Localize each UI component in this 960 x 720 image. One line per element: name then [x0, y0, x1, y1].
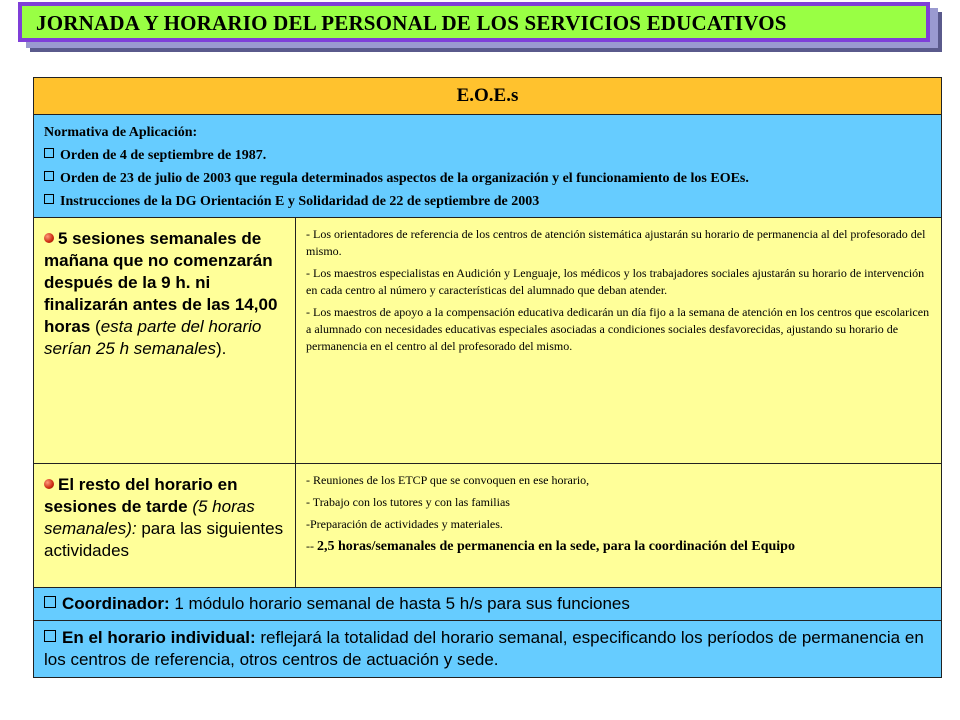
coordinador-text: 1 módulo horario semanal de hasta 5 h/s para sus funciones: [169, 594, 630, 613]
coordinador-label: Coordinador:: [62, 594, 170, 613]
morning-details-cell: [296, 218, 942, 464]
coordination-hours-text: 2,5 horas/semanales de permanencia en la sede, para la coordinación del Equipo: [317, 539, 795, 554]
afternoon-detail: - Reuniones de los ETCP que se convoquen en ese horario,: [306, 473, 590, 487]
normativa-item: Orden de 23 de julio de 2003 que regula determinados aspectos de la organización y el funcionamiento de los EOEs.: [44, 169, 931, 188]
morning-sessions-text: 5 sesiones semanales de mañana que no comenzarán después de la 9 h. ni finalizarán antes de las 14,00 horas: [44, 229, 278, 336]
morning-detail: - Los maestros especialistas en Audición y Lenguaje, los médicos y los trabajadores sociales ajustarán su horario de intervención en cada centro al número y características del alumnado que deban atender.: [306, 266, 925, 297]
morning-sessions-cell: 5 sesiones semanales de mañana que no comenzarán después de la 9 h. ni finalizarán antes de las 14,00 horas (esta parte del horario serían 25 h semanales).: [34, 218, 296, 464]
afternoon-sessions-cell: El resto del horario en sesiones de tarde (5 horas semanales): para las siguientes actividades: [34, 464, 296, 588]
afternoon-detail: - Trabajo con los tutores y con las familias: [306, 495, 510, 509]
afternoon-detail: -- 2,5 horas/semanales de permanencia en la sede, para la coordinación del Equipo: [306, 539, 795, 554]
table-header: E.O.E.s: [34, 78, 942, 115]
page-title-banner: [18, 2, 930, 42]
square-bullet-icon: [44, 194, 54, 204]
page-title: JORNADA Y HORARIO DEL PERSONAL DE LOS SERVICIOS EDUCATIVOS: [36, 11, 787, 35]
horario-individual-row: [34, 621, 942, 678]
coordinador-row: [34, 588, 942, 621]
normativa-heading: Normativa de Aplicación:: [44, 125, 198, 140]
horario-individual-label: En el horario individual:: [62, 628, 256, 647]
morning-sessions-note: esta parte del horario serían 25 h semanales: [44, 317, 262, 358]
square-bullet-icon: [44, 630, 56, 642]
horario-individual-text: reflejará la totalidad del horario semanal, especificando los períodos de permanencia en los centros de referencia, otros centros de actuación y sede.: [44, 628, 924, 669]
afternoon-detail: -Preparación de actividades y materiales.: [306, 517, 503, 531]
square-bullet-icon: [44, 171, 54, 181]
normativa-section: [34, 115, 942, 218]
square-bullet-icon: [44, 148, 54, 158]
afternoon-sessions-text: El resto del horario en sesiones de tarde: [44, 475, 238, 516]
normativa-item: Orden de 4 de septiembre de 1987.: [44, 146, 931, 165]
normativa-item: Instrucciones de la DG Orientación E y Solidaridad de 22 de septiembre de 2003: [44, 192, 931, 211]
morning-detail: - Los maestros de apoyo a la compensación educativa dedicarán un día fijo a la semana de atención en los centros que escolaricen a alumnado con necesidades educativas especiales asociadas a condiciones sociales desfavorecidas, ajustando su horario de permanencia en el centro al del profesorado del mismo.: [306, 305, 930, 353]
round-bullet-icon: [44, 479, 54, 489]
morning-detail: - Los orientadores de referencia de los centros de atención sistemática ajustarán su horario de permanencia al del profesorado del mismo.: [306, 227, 926, 258]
afternoon-sessions-note: (5 horas semanales):: [44, 497, 255, 538]
afternoon-details-cell: [296, 464, 942, 588]
square-bullet-icon: [44, 596, 56, 608]
round-bullet-icon: [44, 233, 54, 243]
schedule-table: [33, 77, 942, 678]
